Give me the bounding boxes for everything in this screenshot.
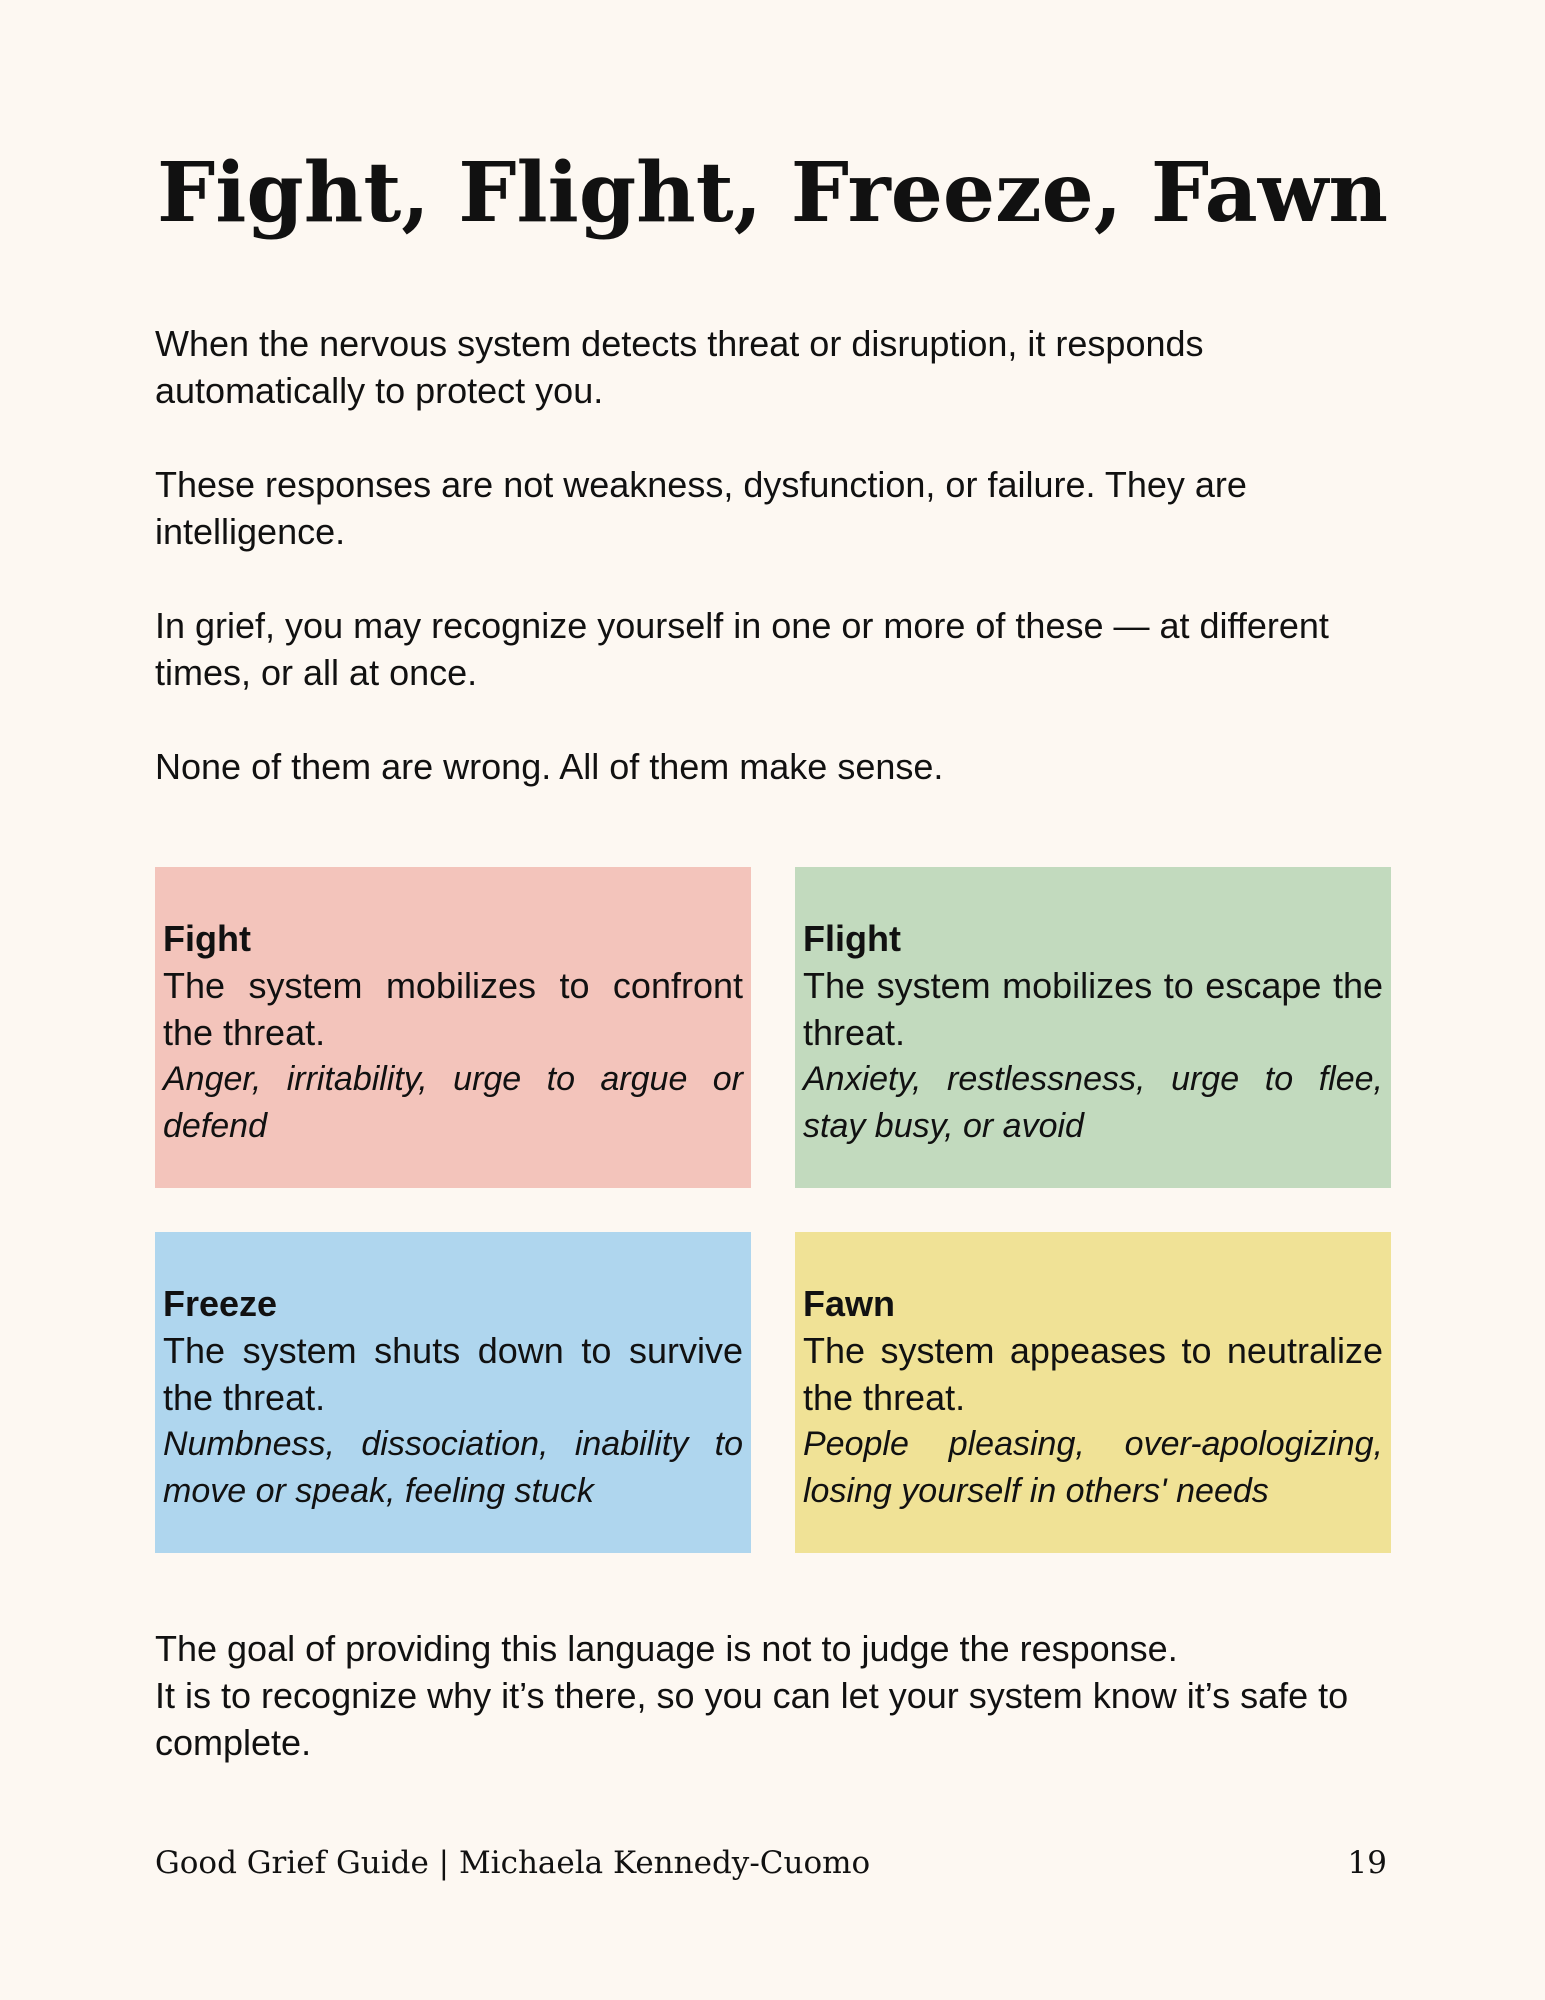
fawn-card [795, 1232, 1391, 1553]
freeze-card [155, 1232, 751, 1553]
page-number: 19 [1347, 1845, 1387, 1881]
intro-paragraph: These responses are not weakness, dysfunction, or failure. They are intelligence. [155, 464, 1247, 552]
page-footer [155, 1845, 1387, 1881]
closing-text [155, 1625, 1395, 1766]
intro-text [155, 320, 1395, 837]
footer-credit: Good Grief Guide | Michaela Kennedy-Cuomo [155, 1845, 871, 1881]
card-description: The system appeases to neutralize the threat. [803, 1330, 1383, 1418]
card-examples: Anger, irritability, urge to argue or defend [163, 1060, 743, 1145]
card-examples: Numbness, dissociation, inability to move or speak, feeling stuck [163, 1425, 743, 1510]
intro-paragraph: When the nervous system detects threat or disruption, it responds automatically to protect you. [155, 323, 1204, 411]
closing-line: It is to recognize why it’s there, so you can let your system know it’s safe to complete. [155, 1675, 1349, 1763]
card-heading: Fight [163, 918, 251, 959]
closing-line: The goal of providing this language is not to judge the response. [155, 1628, 1178, 1669]
page-title: Fight, Flight, Freeze, Fawn [157, 145, 1388, 241]
card-heading: Fawn [803, 1283, 896, 1324]
card-heading: Freeze [163, 1283, 278, 1324]
response-cards-grid [155, 867, 1391, 1553]
card-examples: Anxiety, restlessness, urge to flee, stay busy, or avoid [803, 1060, 1383, 1145]
flight-card [795, 867, 1391, 1188]
card-description: The system mobilizes to escape the threat. [803, 965, 1383, 1053]
card-heading: Flight [803, 918, 901, 959]
fight-card [155, 867, 751, 1188]
intro-paragraph: None of them are wrong. All of them make sense. [155, 746, 944, 787]
card-examples: People pleasing, over-apologizing, losing yourself in others' needs [803, 1425, 1383, 1510]
intro-paragraph: In grief, you may recognize yourself in one or more of these — at different times, or all at once. [155, 605, 1329, 693]
card-description: The system mobilizes to confront the threat. [163, 965, 743, 1053]
card-description: The system shuts down to survive the threat. [163, 1330, 743, 1418]
